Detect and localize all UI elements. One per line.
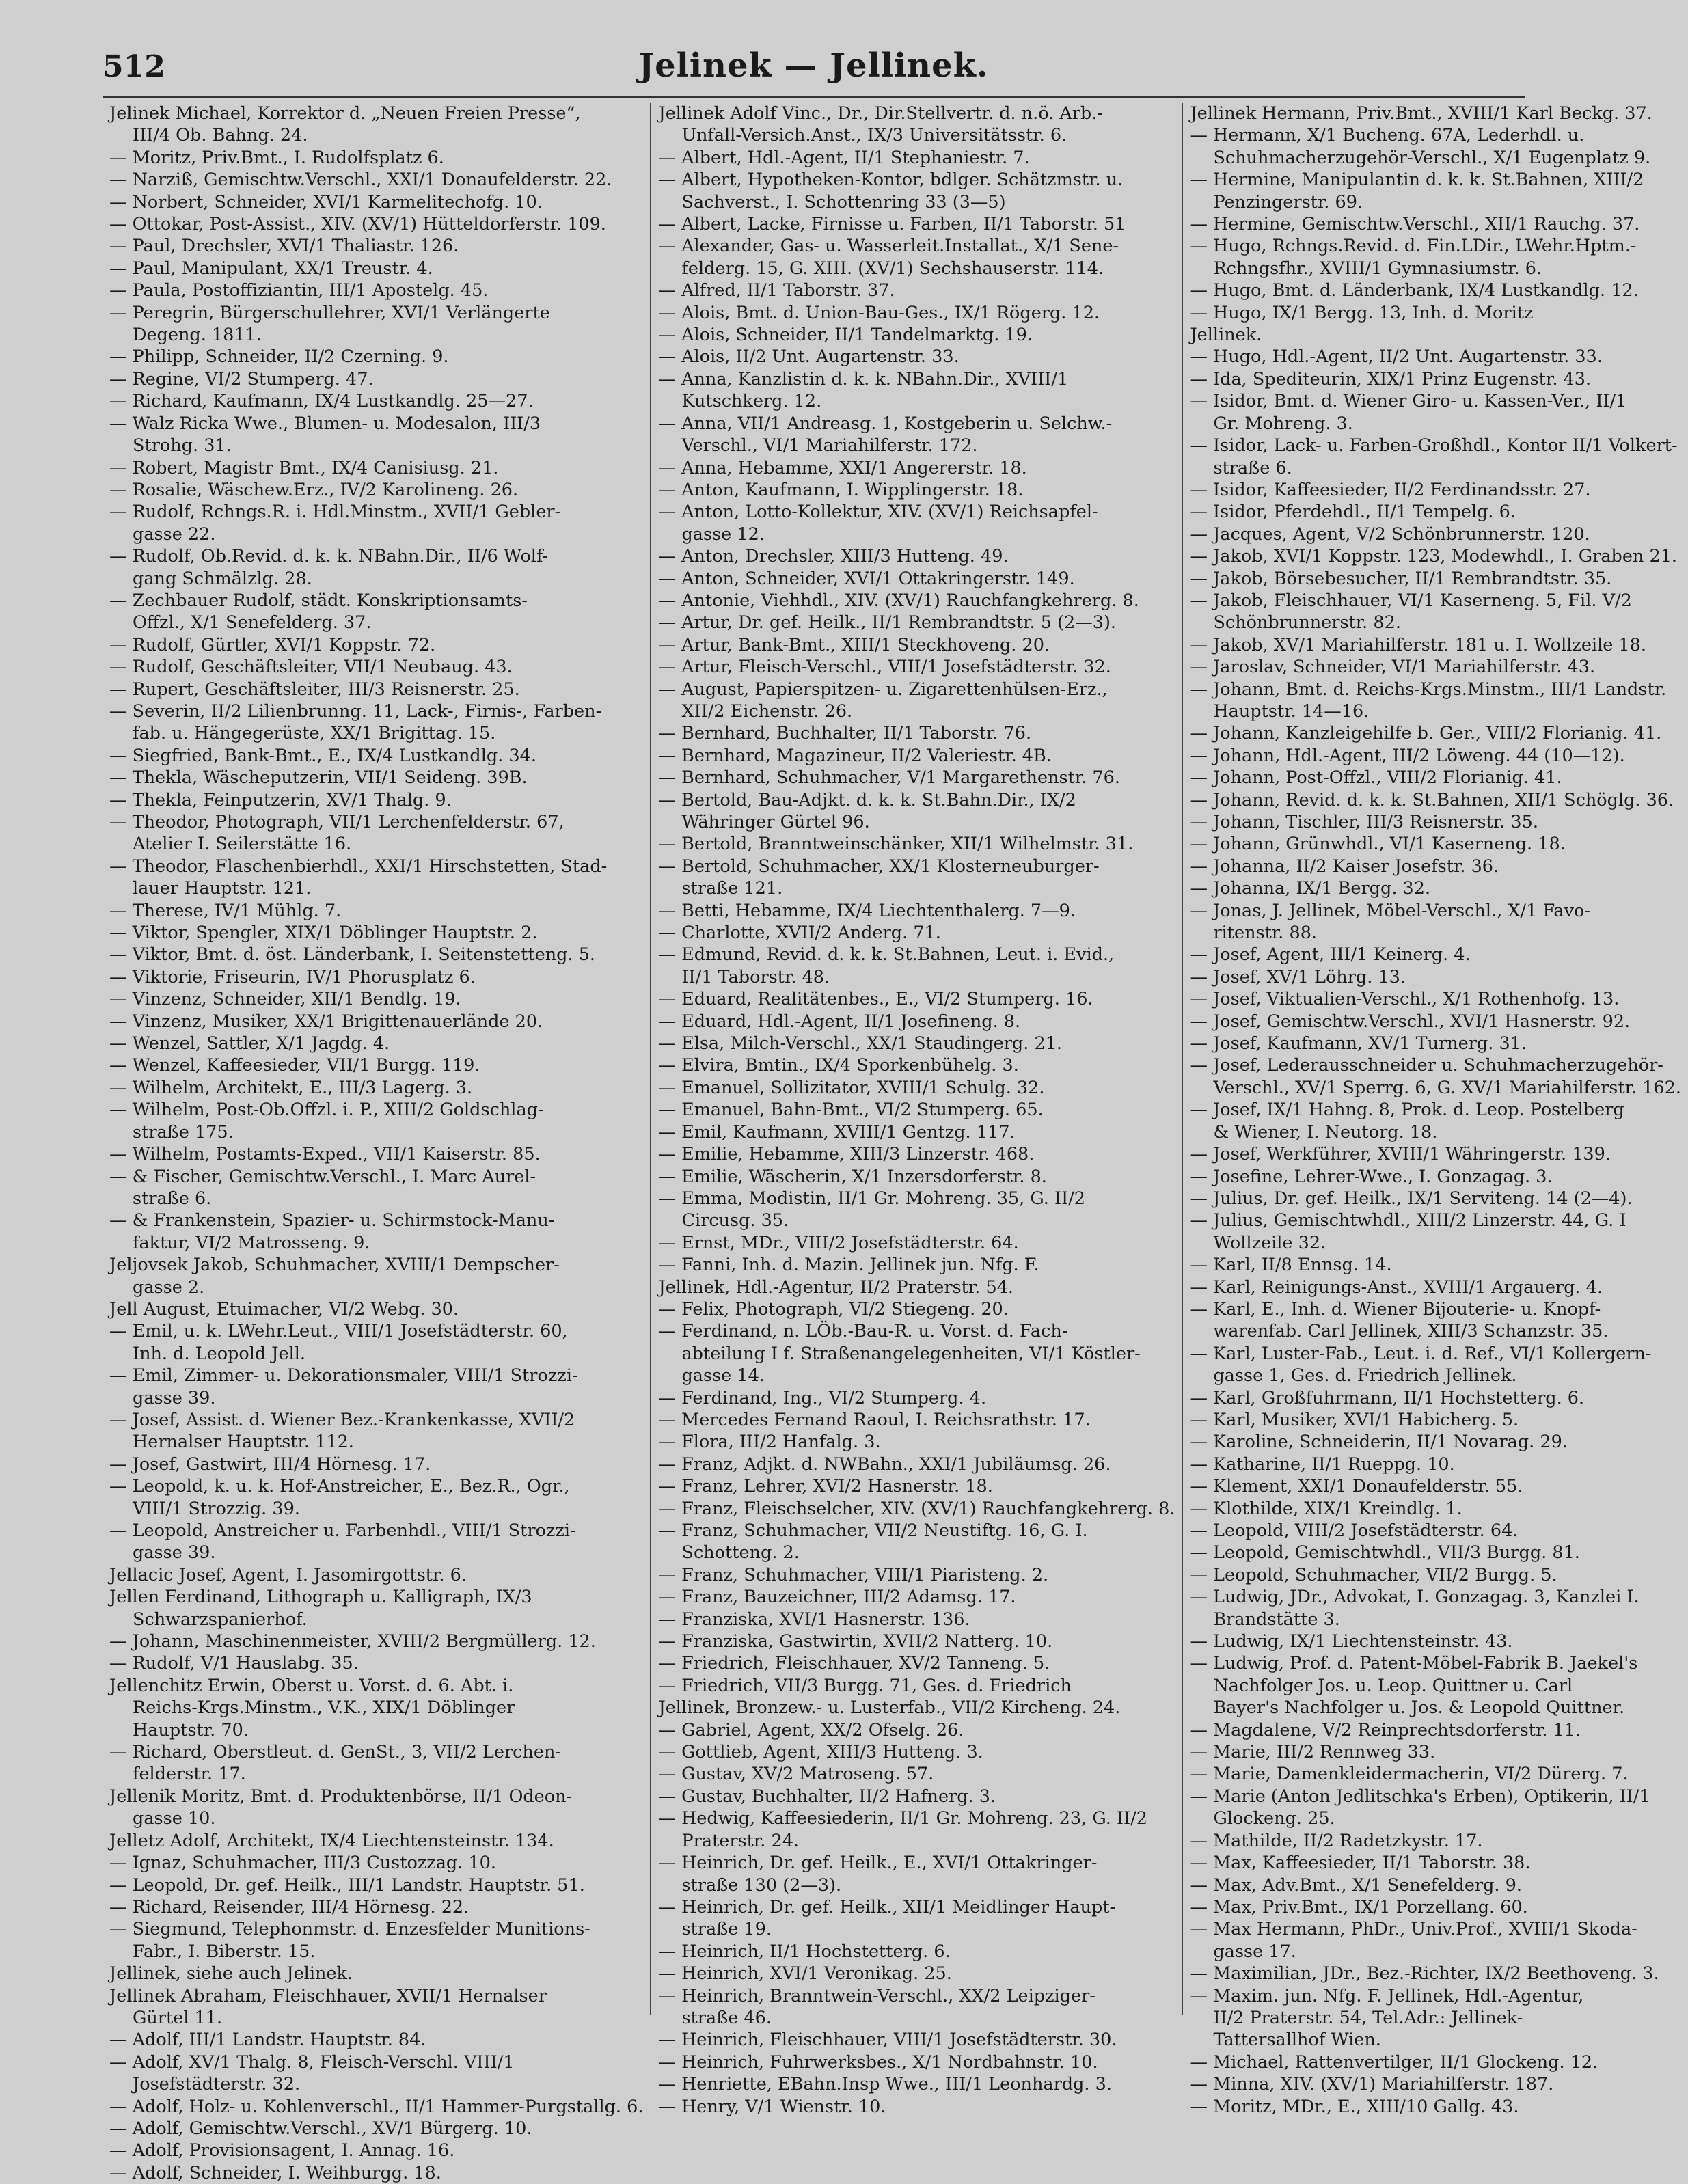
directory-entry-line: Jell August, Etuimacher, VI/2 Webg. 30.	[109, 1298, 459, 1320]
directory-entry-line: Fabr., I. Biberstr. 15.	[133, 1941, 316, 1962]
directory-entry-line: — Siegfried, Bank-Bmt., E., IX/4 Lustkandlg. 34.	[109, 745, 536, 766]
directory-entry-line: — Rupert, Geschäftsleiter, III/3 Reisnerstr. 25.	[109, 679, 520, 700]
directory-entry-line: Schuhmacherzugehör-Verschl., X/1 Eugenplatz 9.	[1213, 147, 1651, 168]
directory-entry-line: — Heinrich, XVI/1 Veronikag. 25.	[658, 1963, 952, 1984]
directory-entry-line: gasse 10.	[133, 1808, 216, 1829]
directory-entry-line: Hernalser Hauptstr. 112.	[133, 1432, 354, 1453]
directory-entry-line: Rchngsfhr., XVIII/1 Gymnasiumstr. 6.	[1213, 258, 1542, 279]
directory-entry-line: — Johann, Hdl.-Agent, III/2 Löweng. 44 (10—12).	[1190, 745, 1625, 766]
directory-entry-line: — Rudolf, V/1 Hauslabg. 35.	[109, 1653, 359, 1674]
directory-entry-line: — Viktorie, Friseurin, IV/1 Phorusplatz 6.	[109, 966, 476, 987]
directory-entry-line: Strohg. 31.	[133, 435, 232, 456]
directory-entry-line: — Leopold, Schuhmacher, VII/2 Burgg. 5.	[1190, 1564, 1557, 1585]
directory-entry-line: — Henry, V/1 Wienstr. 10.	[658, 2096, 886, 2117]
directory-entry-line: Reichs-Krgs.Minstm., V.K., XIX/1 Döblinger	[133, 1697, 515, 1719]
directory-entry-line: — Moritz, MDr., E., XIII/10 Gallg. 43.	[1190, 2096, 1519, 2117]
directory-entry-line: Tattersallhof Wien.	[1213, 2030, 1381, 2051]
directory-entry-line: — Jonas, J. Jellinek, Möbel-Verschl., X/1 Favo-	[1190, 900, 1590, 921]
directory-entry-line: — Heinrich, Fuhrwerksbes., X/1 Nordbahnstr. 10.	[658, 2051, 1098, 2073]
directory-entry-line: — Franz, Fleischselcher, XIV. (XV/1) Rauchfangkehrerg. 8.	[658, 1498, 1175, 1519]
page-header	[103, 46, 1525, 96]
directory-entry-line: — Philipp, Schneider, II/2 Czerning. 9.	[109, 346, 449, 368]
directory-entry-line: gasse 12.	[681, 523, 765, 545]
directory-entry-line: — Mathilde, II/2 Radetzkystr. 17.	[1190, 1830, 1483, 1851]
directory-entry-line: — Thekla, Wäscheputzerin, VII/1 Seideng. 39B.	[109, 767, 528, 789]
directory-entry-line: Kutschkerg. 12.	[681, 391, 822, 412]
directory-entry-line: — Leopold, Gemischtwhdl., VII/3 Burgg. 81.	[1190, 1542, 1580, 1564]
directory-entry-line: — Heinrich, Dr. gef. Heilk., XII/1 Meidlinger Haupt-	[658, 1896, 1116, 1917]
directory-entry-line: Circusg. 35.	[681, 1210, 789, 1231]
directory-entry-line: — Rosalie, Wäschew.Erz., IV/2 Karolineng. 26.	[109, 479, 519, 500]
directory-entry-line: Jelletz Adolf, Architekt, IX/4 Liechtensteinstr. 134.	[109, 1830, 554, 1851]
directory-entry-line: — Artur, Bank-Bmt., XIII/1 Steckhoveng. 20.	[658, 634, 1050, 655]
directory-entry-line: — Alois, Bmt. d. Union-Bau-Ges., IX/1 Rögerg. 12.	[658, 302, 1100, 323]
directory-entry-line: Nachfolger Jos. u. Leop. Quittner u. Carl	[1213, 1675, 1573, 1696]
directory-entry-line: — Karoline, Schneiderin, II/1 Novarag. 29.	[1190, 1432, 1568, 1453]
directory-entry-line: — Adolf, III/1 Landstr. Hauptstr. 84.	[109, 2030, 426, 2051]
directory-entry-line: — Josef, Lederausschneider u. Schuhmacherzugehör-	[1190, 1055, 1663, 1076]
directory-entry-line: — Adolf, Provisionsagent, I. Annag. 16.	[109, 2140, 455, 2161]
directory-entry-line: — Heinrich, Dr. gef. Heilk., E., XVI/1 Ottakringer-	[658, 1853, 1098, 1874]
directory-entry-line: — Johann, Revid. d. k. k. St.Bahnen, XII/1 Schöglg. 36.	[1190, 789, 1674, 810]
directory-entry-line: straße 6.	[1213, 457, 1292, 478]
directory-entry-line: Jellacic Josef, Agent, I. Jasomirgottstr. 6.	[109, 1564, 467, 1585]
directory-entry-line: — Emanuel, Bahn-Bmt., VI/2 Stumperg. 65.	[658, 1100, 1044, 1121]
directory-entry-line: — Klement, XXI/1 Donaufelderstr. 55.	[1190, 1476, 1523, 1497]
directory-entry-line: — Josef, Gemischtw.Verschl., XVI/1 Hasnerstr. 92.	[1190, 1011, 1631, 1032]
directory-entry-line: — Hugo, IX/1 Bergg. 13, Inh. d. Moritz	[1190, 302, 1534, 323]
directory-entry-line: Brandstätte 3.	[1213, 1609, 1340, 1630]
directory-entry-line: — Katharine, II/1 Rueppg. 10.	[1190, 1453, 1455, 1475]
directory-entry-line: — Bernhard, Magazineur, II/2 Valeriestr. 4B.	[658, 745, 1052, 766]
directory-entry-line: & Wiener, I. Neutorg. 18.	[1213, 1121, 1438, 1143]
directory-entry-line: — Franziska, Gastwirtin, XVII/2 Natterg. 10.	[658, 1631, 1053, 1652]
directory-entry-line: Gürtel 11.	[133, 2007, 223, 2028]
directory-entry-line: straße 6.	[133, 1188, 212, 1209]
directory-entry-line: — Jakob, XV/1 Mariahilferstr. 181 u. I. Wollzeile 18.	[1190, 634, 1646, 655]
directory-entry-line: Sachverst., I. Schottenring 33 (3—5)	[681, 191, 1006, 213]
directory-entry-line: — Michael, Rattenvertilger, II/1 Glockeng. 12.	[1190, 2051, 1598, 2073]
directory-entry-line: — Elsa, Milch-Verschl., XX/1 Staudingerg. 21.	[658, 1033, 1063, 1054]
directory-entry-line: — Jakob, Börsebesucher, II/1 Rembrandtstr. 35.	[1190, 568, 1612, 589]
directory-entry-line: — Leopold, Anstreicher u. Farbenhdl., VIII/1 Strozzi-	[109, 1520, 576, 1541]
directory-entry-line: — Jakob, XVI/1 Koppstr. 123, Modewhdl., I. Graben 21.	[1190, 546, 1678, 567]
directory-entry-line: Wollzeile 32.	[1213, 1232, 1326, 1253]
directory-entry-line: — Henriette, EBahn.Insp Wwe., III/1 Leonhardg. 3.	[658, 2074, 1112, 2095]
directory-entry-line: — Alexander, Gas- u. Wasserleit.Installat., X/1 Sene-	[658, 236, 1119, 257]
directory-entry-line: Jellenik Moritz, Bmt. d. Produktenbörse, II/1 Odeon-	[109, 1786, 573, 1807]
directory-entry-line: — Heinrich, Fleischhauer, VIII/1 Josefstädterstr. 30.	[658, 2030, 1117, 2051]
directory-entry-line: — Adolf, Gemischtw.Verschl., XV/1 Bürgerg. 10.	[109, 2118, 532, 2139]
directory-entry-line: Hauptstr. 14—16.	[1213, 700, 1370, 722]
directory-entry-line: — Josef, XV/1 Löhrg. 13.	[1190, 966, 1406, 987]
directory-entry-line: — Johann, Maschinenmeister, XVIII/2 Bergmüllerg. 12.	[109, 1631, 596, 1652]
directory-entry-line: — Emma, Modistin, II/1 Gr. Mohreng. 35, G. II/2	[658, 1188, 1085, 1209]
directory-entry-line: Gr. Mohreng. 3.	[1213, 413, 1353, 434]
directory-entry-line: Offzl., X/1 Senefelderg. 37.	[133, 612, 372, 633]
directory-entry-line: — Leopold, Dr. gef. Heilk., III/1 Landstr. Hauptstr. 51.	[109, 1874, 585, 1896]
directory-entry-line: gasse 14.	[681, 1365, 765, 1387]
directory-entry-line: — Eduard, Realitätenbes., E., VI/2 Stumperg. 16.	[658, 989, 1093, 1010]
directory-entry-line: — Robert, Magistr Bmt., IX/4 Canisiusg. 21.	[109, 457, 499, 478]
directory-entry-line: — Ludwig, Prof. d. Patent-Möbel-Fabrik B. Jaekel's	[1190, 1653, 1638, 1674]
directory-entry-line: — Isidor, Pferdehdl., II/1 Tempelg. 6.	[1190, 502, 1516, 523]
directory-entry-line: — Gustav, Buchhalter, II/2 Hafnerg. 3.	[658, 1786, 996, 1807]
directory-entry-line: gasse 22.	[133, 523, 216, 545]
directory-entry-line: — Max, Priv.Bmt., IX/1 Porzellang. 60.	[1190, 1896, 1528, 1917]
directory-entry-line: — Hugo, Rchngs.Revid. d. Fin.LDir., LWehr.Hptm.-	[1190, 236, 1637, 257]
directory-entry-line: Verschl., VI/1 Mariahilferstr. 172.	[681, 435, 978, 456]
directory-entry-line: — Franz, Adjkt. d. NWBahn., XXI/1 Jubiläumsg. 26.	[658, 1453, 1111, 1475]
directory-entry-line: — Johanna, IX/1 Bergg. 32.	[1190, 878, 1431, 899]
directory-entry-line: — Paul, Drechsler, XVI/1 Thaliastr. 126.	[109, 236, 459, 257]
directory-entry-line: — Ida, Spediteurin, XIX/1 Prinz Eugenstr. 43.	[1190, 368, 1592, 390]
directory-entry-line: — Fanni, Inh. d. Mazin. Jellinek jun. Nfg. F.	[658, 1255, 1039, 1276]
directory-entry-line: — Johann, Post-Offzl., VIII/2 Florianig. 41.	[1190, 767, 1562, 789]
directory-entry-line: — Ernst, MDr., VIII/2 Josefstädterstr. 64.	[658, 1232, 1019, 1253]
directory-entry-line: — Leopold, VIII/2 Josefstädterstr. 64.	[1190, 1520, 1519, 1541]
directory-entry-line: — Emil, u. k. LWehr.Leut., VIII/1 Josefstädterstr. 60,	[109, 1321, 568, 1342]
directory-entry-line: — Karl, Musiker, XVI/1 Habicherg. 5.	[1190, 1409, 1519, 1430]
directory-entry-line: — & Frankenstein, Spazier- u. Schirmstock-Manu-	[109, 1210, 555, 1231]
header-rule	[103, 96, 1525, 98]
directory-entry-line: — Marie, Damenkleidermacherin, VI/2 Dürerg. 7.	[1190, 1764, 1629, 1785]
directory-entry-line: — Jacques, Agent, V/2 Schönbrunnerstr. 120.	[1190, 523, 1590, 545]
directory-entry-line: — Josef, Viktualien-Verschl., X/1 Rothenhofg. 13.	[1190, 989, 1620, 1010]
directory-entry-line: — Max, Kaffeesieder, II/1 Taborstr. 38.	[1190, 1853, 1531, 1874]
directory-entry-line: — Josef, Assist. d. Wiener Bez.-Krankenkasse, XVII/2	[109, 1409, 575, 1430]
directory-entry-line: — Vinzenz, Musiker, XX/1 Brigittenauerlände 20.	[109, 1011, 543, 1032]
directory-entry-line: Jellinek, Hdl.-Agentur, II/2 Praterstr. 54.	[658, 1277, 1014, 1298]
directory-entry-line: straße 121.	[681, 878, 783, 899]
directory-entry-line: straße 175.	[133, 1121, 234, 1143]
directory-entry-line: warenfab. Carl Jellinek, XIII/3 Schanzstr. 35.	[1213, 1321, 1609, 1342]
directory-entry-line: — Felix, Photograph, VI/2 Stiegeng. 20.	[658, 1298, 1009, 1320]
directory-entry-line: — Wilhelm, Postamts-Exped., VII/1 Kaiserstr. 85.	[109, 1144, 541, 1165]
directory-entry-line: — Siegmund, Telephonmstr. d. Enzesfelder Munitions-	[109, 1919, 590, 1940]
column-2	[651, 103, 1183, 2117]
directory-entry-line: Degeng. 1811.	[133, 325, 262, 346]
directory-entry-line: — Severin, II/2 Lilienbrunng. 11, Lack-, Firnis-, Farben-	[109, 700, 602, 722]
directory-entry-line: — Franz, Bauzeichner, III/2 Adamsg. 17.	[658, 1587, 1016, 1608]
directory-entry-line: — Bertold, Schuhmacher, XX/1 Klosterneuburger-	[658, 856, 1100, 877]
directory-entry-line: Atelier I. Seilerstätte 16.	[133, 834, 352, 855]
directory-entry-line: — Marie, III/2 Rennweg 33.	[1190, 1742, 1436, 1763]
directory-entry-line: abteilung I f. Straßenangelegenheiten, VI/1 Köstler-	[681, 1343, 1141, 1364]
directory-entry-line: fab. u. Hängegerüste, XX/1 Brigittag. 15.	[133, 723, 496, 744]
directory-entry-line: — Emilie, Hebamme, XIII/3 Linzerstr. 468.	[658, 1144, 1035, 1165]
directory-entry-line: — Moritz, Priv.Bmt., I. Rudolfsplatz 6.	[109, 147, 444, 168]
directory-entry-line: — Elvira, Bmtin., IX/4 Sporkenbühelg. 3.	[658, 1055, 1019, 1076]
directory-entry-line: — & Fischer, Gemischtw.Verschl., I. Marc Aurel-	[109, 1166, 536, 1187]
directory-entry-line: — Josef, IX/1 Hahng. 8, Prok. d. Leop. Postelberg	[1190, 1100, 1624, 1121]
directory-entry-line: — Albert, Hdl.-Agent, II/1 Stephaniestr. 7.	[658, 147, 1030, 168]
directory-entry-line: — Albert, Hypotheken-Kontor, bdlger. Schätzmstr. u.	[658, 169, 1124, 191]
directory-entry-line: — Rudolf, Geschäftsleiter, VII/1 Neubaug. 43.	[109, 657, 513, 678]
directory-entry-line: faktur, VI/2 Matrosseng. 9.	[133, 1232, 370, 1253]
directory-entry-line: — Flora, III/2 Hanfalg. 3.	[658, 1432, 881, 1453]
directory-entry-line: Jellinek Adolf Vinc., Dr., Dir.Stellvertr. d. n.ö. Arb.-	[658, 103, 1103, 124]
directory-entry-line: — Franz, Schuhmacher, VII/2 Neustiftg. 16, G. I.	[658, 1520, 1088, 1541]
running-head: Jelinek — Jellinek.	[638, 46, 989, 85]
directory-entry-line: — Karl, Großfuhrmann, II/1 Hochstetterg. 6.	[1190, 1387, 1585, 1408]
directory-entry-line: — Anna, Kanzlistin d. k. k. NBahn.Dir., XVIII/1	[658, 368, 1069, 390]
directory-entry-line: — Ferdinand, Ing., VI/2 Stumperg. 4.	[658, 1387, 987, 1408]
directory-entry-line: — Marie (Anton Jedlitschka's Erben), Optikerin, II/1	[1190, 1786, 1650, 1807]
directory-entry-line: — Peregrin, Bürgerschullehrer, XVI/1 Verlängerte	[109, 302, 550, 323]
directory-entry-line: VIII/1 Strozzig. 39.	[133, 1498, 300, 1519]
directory-entry-line: straße 19.	[681, 1919, 772, 1940]
directory-entry-line: gasse 17.	[1213, 1941, 1296, 1962]
directory-entry-line: gasse 2.	[133, 1277, 205, 1298]
directory-entry-line: — Viktor, Spengler, XIX/1 Döblinger Hauptstr. 2.	[109, 923, 538, 944]
directory-entry-line: — Josef, Werkführer, XVIII/1 Währingerstr. 139.	[1190, 1144, 1611, 1165]
directory-entry-line: Schönbrunnerstr. 82.	[1213, 612, 1401, 633]
directory-entry-line: straße 46.	[681, 2007, 772, 2028]
directory-entry-line: — Alois, Schneider, II/1 Tandelmarktg. 19.	[658, 325, 1033, 346]
directory-entry-line: — Alfred, II/1 Taborstr. 37.	[658, 280, 895, 301]
directory-entry-line: — Bertold, Branntweinschänker, XII/1 Wilhelmstr. 31.	[658, 834, 1134, 855]
directory-entry-line: — Walz Ricka Wwe., Blumen- u. Modesalon, III/3	[109, 413, 541, 434]
directory-entry-line: — Karl, E., Inh. d. Wiener Bijouterie- u. Knopf-	[1190, 1298, 1601, 1320]
directory-entry-line: — Vinzenz, Schneider, XII/1 Bendlg. 19.	[109, 989, 461, 1010]
directory-entry-line: — Emil, Kaufmann, XVIII/1 Gentzg. 117.	[658, 1121, 1016, 1143]
directory-entry-line: — Richard, Kaufmann, IX/4 Lustkandlg. 25—27.	[109, 391, 534, 412]
directory-entry-line: — Norbert, Schneider, XVI/1 Karmelitechofg. 10.	[109, 191, 543, 213]
directory-entry-line: Verschl., XV/1 Sperrg. 6, G. XV/1 Mariahilferstr. 162.	[1213, 1077, 1681, 1098]
directory-entry-line: III/4 Ob. Bahng. 24.	[133, 125, 308, 146]
directory-entry-line: — Rudolf, Rchngs.R. i. Hdl.Minstm., XVII/1 Gebler-	[109, 502, 561, 523]
directory-entry-line: Penzingerstr. 69.	[1213, 191, 1363, 213]
directory-entry-line: gasse 39.	[133, 1542, 216, 1564]
directory-entry-line: — Emanuel, Sollizitator, XVIII/1 Schulg. 32.	[658, 1077, 1045, 1098]
directory-entry-line: — Gabriel, Agent, XX/2 Ofselg. 26.	[658, 1719, 964, 1741]
directory-entry-line: — Ludwig, JDr., Advokat, I. Gonzagag. 3, Kanzlei I.	[1190, 1587, 1639, 1608]
directory-entry-line: Jelinek Michael, Korrektor d. „Neuen Freien Presse“,	[109, 103, 581, 124]
directory-entry-line: — Gustav, XV/2 Matroseng. 57.	[658, 1764, 934, 1785]
directory-entry-line: — Anna, Hebamme, XXI/1 Angererstr. 18.	[658, 457, 1027, 478]
directory-entry-line: Josefstädterstr. 32.	[133, 2074, 301, 2095]
directory-entry-line: — Isidor, Lack- u. Farben-Großhdl., Kontor II/1 Volkert-	[1190, 435, 1678, 456]
directory-entry-line: — Bernhard, Buchhalter, II/1 Taborstr. 76.	[658, 723, 1032, 744]
directory-entry-line: — Wilhelm, Architekt, E., III/3 Lagerg. 3.	[109, 1077, 473, 1098]
directory-entry-line: Glockeng. 25.	[1213, 1808, 1335, 1829]
page-number: 512	[103, 49, 165, 84]
directory-entry-line: — Anna, VII/1 Andreasg. 1, Kostgeberin u. Selchw.-	[658, 413, 1113, 434]
directory-entry-line: — Artur, Fleisch-Verschl., VIII/1 Josefstädterstr. 32.	[658, 657, 1111, 678]
directory-entry-line: — Regine, VI/2 Stumperg. 47.	[109, 368, 374, 390]
directory-entry-line: — Charlotte, XVII/2 Anderg. 71.	[658, 923, 941, 944]
directory-entry-line: — Adolf, Holz- u. Kohlenverschl., II/1 Hammer-Purgstallg. 6.	[109, 2096, 644, 2117]
directory-entry-line: — Maximilian, JDr., Bez.-Richter, IX/2 Beethoveng. 3.	[1190, 1963, 1659, 1984]
directory-entry-line: Schotteng. 2.	[681, 1542, 800, 1564]
directory-entry-line: — Ferdinand, n. LÖb.-Bau-R. u. Vorst. d. Fach-	[658, 1321, 1068, 1342]
directory-entry-line: XII/2 Eichenstr. 26.	[681, 700, 853, 722]
directory-entry-line: — Mercedes Fernand Raoul, I. Reichsrathstr. 17.	[658, 1409, 1091, 1430]
directory-entry-line: lauer Hauptstr. 121.	[133, 878, 312, 899]
directory-entry-line: — Franz, Lehrer, XVI/2 Hasnerstr. 18.	[658, 1476, 993, 1497]
directory-entry-line: — Rudolf, Gürtler, XVI/1 Koppstr. 72.	[109, 634, 436, 655]
directory-entry-line: Praterstr. 24.	[681, 1830, 800, 1851]
directory-entry-line: — Alois, II/2 Unt. Augartenstr. 33.	[658, 346, 959, 368]
directory-columns	[103, 103, 1681, 2183]
directory-entry-line: — Friedrich, Fleischhauer, XV/2 Tanneng. 5.	[658, 1653, 1050, 1674]
directory-entry-line: Bayer's Nachfolger u. Jos. & Leopold Quittner.	[1213, 1697, 1625, 1719]
directory-entry-line: Jellinek, Bronzew.- u. Lusterfab., VII/2 Kircheng. 24.	[658, 1697, 1121, 1719]
directory-entry-line: — Josef, Kaufmann, XV/1 Turnerg. 31.	[1190, 1033, 1527, 1054]
directory-entry-line: — Julius, Gemischtwhdl., XIII/2 Linzerstr. 44, G. I	[1190, 1210, 1626, 1231]
directory-entry-line: — Bernhard, Schuhmacher, V/1 Margarethenstr. 76.	[658, 767, 1120, 789]
directory-entry-line: — August, Papierspitzen- u. Zigarettenhülsen-Erz.,	[658, 679, 1108, 700]
directory-entry-line: Währinger Gürtel 96.	[681, 812, 870, 832]
directory-entry-line: II/1 Taborstr. 48.	[681, 966, 830, 987]
directory-entry-line: gasse 39.	[133, 1387, 216, 1408]
directory-entry-line: — Adolf, XV/1 Thalg. 8, Fleisch-Verschl. VIII/1	[109, 2051, 515, 2073]
directory-entry-line: — Maxim. jun. Nfg. F. Jellinek, Hdl.-Agentur,	[1190, 1985, 1584, 2006]
directory-entry-line: — Hugo, Bmt. d. Länderbank, IX/4 Lustkandlg. 12.	[1190, 280, 1639, 301]
directory-entry-line: — Heinrich, Branntwein-Verschl., XX/2 Leipziger-	[658, 1985, 1095, 2006]
directory-entry-line: straße 130 (2—3).	[681, 1874, 842, 1896]
directory-entry-line: — Wenzel, Sattler, X/1 Jagdg. 4.	[109, 1033, 390, 1054]
directory-entry-line: Jellinek Abraham, Fleischhauer, XVII/1 Hernalser	[109, 1985, 547, 2006]
directory-entry-line: II/2 Praterstr. 54, Tel.Adr.: Jellinek-	[1213, 2007, 1523, 2028]
directory-entry-line: — Paula, Postoffiziantin, III/1 Apostelg. 45.	[109, 280, 489, 301]
directory-entry-line: — Narziß, Gemischtw.Verschl., XXI/1 Donaufelderstr. 22.	[109, 169, 612, 191]
directory-entry-line: — Theodor, Photograph, VII/1 Lerchenfelderstr. 67,	[109, 812, 564, 832]
directory-entry-line: — Julius, Dr. gef. Heilk., IX/1 Serviteng. 14 (2—4).	[1190, 1188, 1633, 1209]
directory-entry-line: — Ottokar, Post-Assist., XIV. (XV/1) Hütteldorferstr. 109.	[109, 214, 606, 235]
directory-entry-line: Hauptstr. 70.	[133, 1719, 249, 1741]
directory-entry-line: Unfall-Versich.Anst., IX/3 Universitätsstr. 6.	[681, 125, 1067, 146]
directory-entry-line: — Friedrich, VII/3 Burgg. 71, Ges. d. Friedrich	[658, 1675, 1072, 1696]
directory-entry-line: — Emilie, Wäscherin, X/1 Inzersdorferstr. 8.	[658, 1166, 1047, 1187]
directory-entry-line: — Josef, Gastwirt, III/4 Hörnesg. 17.	[109, 1453, 431, 1475]
directory-entry-line: — Emil, Zimmer- u. Dekorationsmaler, VIII/1 Strozzi-	[109, 1365, 578, 1387]
directory-entry-line: — Eduard, Hdl.-Agent, II/1 Josefineng. 8.	[658, 1011, 1021, 1032]
directory-entry-line: — Richard, Reisender, III/4 Hörnesg. 22.	[109, 1896, 469, 1917]
directory-entry-line: Jellinek, siehe auch Jelinek.	[109, 1963, 353, 1984]
directory-entry-line: — Anton, Lotto-Kollektur, XIV. (XV/1) Reichsapfel-	[658, 502, 1098, 523]
directory-entry-line: — Johann, Bmt. d. Reichs-Krgs.Minstm., III/1 Landstr.	[1190, 679, 1667, 700]
directory-entry-line: — Anton, Kaufmann, I. Wipplingerstr. 18.	[658, 479, 1024, 500]
directory-entry-line: — Antonie, Viehhdl., XIV. (XV/1) Rauchfangkehrerg. 8.	[658, 590, 1139, 611]
directory-entry-line: — Richard, Oberstleut. d. GenSt., 3, VII/2 Lerchen-	[109, 1742, 561, 1763]
directory-entry-line: Jellenchitz Erwin, Oberst u. Vorst. d. 6. Abt. i.	[109, 1675, 514, 1696]
directory-entry-line: — Josef, Agent, III/1 Keinerg. 4.	[1190, 944, 1471, 966]
directory-entry-line: — Jakob, Fleischhauer, VI/1 Kaserneng. 5, Fil. V/2	[1190, 590, 1632, 611]
directory-entry-line: — Isidor, Kaffeesieder, II/2 Ferdinandsstr. 27.	[1190, 479, 1591, 500]
directory-entry-line: — Betti, Hebamme, IX/4 Liechtenthalerg. 7—9.	[658, 900, 1076, 921]
directory-entry-line: — Hermann, X/1 Bucheng. 67A, Lederhdl. u.	[1190, 125, 1585, 146]
directory-entry-line: — Hermine, Gemischtw.Verschl., XII/1 Rauchg. 37.	[1190, 214, 1640, 235]
directory-entry-line: — Zechbauer Rudolf, städt. Konskriptionsamts-	[109, 590, 528, 611]
directory-entry-line: — Rudolf, Ob.Revid. d. k. k. NBahn.Dir., II/6 Wolf-	[109, 546, 549, 567]
directory-entry-line: felderstr. 17.	[133, 1764, 246, 1785]
column-3	[1183, 103, 1688, 2117]
directory-entry-line: — Minna, XIV. (XV/1) Mariahilferstr. 187.	[1190, 2074, 1554, 2095]
directory-entry-line: — Edmund, Revid. d. k. k. St.Bahnen, Leut. i. Evid.,	[658, 944, 1115, 966]
directory-entry-line: — Hugo, Hdl.-Agent, II/2 Unt. Augartenstr. 33.	[1190, 346, 1603, 368]
directory-entry-line: — Karl, Luster-Fab., Leut. i. d. Ref., VI/1 Kollergern-	[1190, 1343, 1652, 1364]
directory-entry-line: felderg. 15, G. XIII. (XV/1) Sechshauserstr. 114.	[681, 258, 1104, 279]
directory-entry-line: — Therese, IV/1 Mühlg. 7.	[109, 900, 342, 921]
directory-entry-line: — Isidor, Bmt. d. Wiener Giro- u. Kassen-Ver., II/1	[1190, 391, 1627, 412]
directory-entry-line: — Adolf, Schneider, I. Weihburgg. 18.	[109, 2162, 441, 2183]
directory-entry-line: — Thekla, Feinputzerin, XV/1 Thalg. 9.	[109, 789, 452, 810]
directory-entry-line: — Hermine, Manipulantin d. k. k. St.Bahnen, XIII/2	[1190, 169, 1644, 191]
directory-entry-line: — Wilhelm, Post-Ob.Offzl. i. P., XIII/2 Goldschlag-	[109, 1100, 544, 1121]
directory-entry-line: — Anton, Schneider, XVI/1 Ottakringerstr. 149.	[658, 568, 1075, 589]
directory-entry-line: Jeljovsek Jakob, Schuhmacher, XVIII/1 Dempscher-	[109, 1255, 560, 1276]
directory-entry-line: — Johann, Tischler, III/3 Reisnerstr. 35.	[1190, 812, 1538, 832]
directory-entry-line: — Hedwig, Kaffeesiederin, II/1 Gr. Mohreng. 23, G. II/2	[658, 1808, 1147, 1829]
directory-entry-line: — Ludwig, IX/1 Liechtensteinstr. 43.	[1190, 1631, 1513, 1652]
directory-entry-line: — Albert, Lacke, Firnisse u. Farben, II/1 Taborstr. 51	[658, 214, 1126, 235]
directory-entry-line: — Johann, Kanzleigehilfe b. Ger., VIII/2 Florianig. 41.	[1190, 723, 1662, 744]
directory-entry-line: — Theodor, Flaschenbierhdl., XXI/1 Hirschstetten, Stad-	[109, 856, 608, 877]
directory-entry-line: — Wenzel, Kaffeesieder, VII/1 Burgg. 119.	[109, 1055, 480, 1076]
directory-entry-line: — Klothilde, XIX/1 Kreindlg. 1.	[1190, 1498, 1462, 1519]
directory-entry-line: — Gottlieb, Agent, XIII/3 Hutteng. 3.	[658, 1742, 983, 1763]
directory-entry-line: — Franz, Schuhmacher, VIII/1 Piaristeng. 2.	[658, 1564, 1049, 1585]
directory-entry-line: — Ignaz, Schuhmacher, III/3 Custozzag. 10.	[109, 1853, 496, 1874]
directory-entry-line: — Johann, Grünwhdl., VI/1 Kaserneng. 18.	[1190, 834, 1566, 855]
directory-entry-line: — Bertold, Bau-Adjkt. d. k. k. St.Bahn.Dir., IX/2	[658, 789, 1076, 810]
directory-entry-line: Jellinek.	[1190, 325, 1262, 346]
directory-entry-line: — Johanna, II/2 Kaiser Josefstr. 36.	[1190, 856, 1499, 877]
directory-entry-line: Schwarzspanierhof.	[133, 1609, 308, 1630]
directory-entry-line: Jellinek Hermann, Priv.Bmt., XVIII/1 Karl Beckg. 37.	[1190, 103, 1652, 124]
directory-entry-line: — Karl, II/8 Ennsg. 14.	[1190, 1255, 1392, 1276]
directory-entry-line: gasse 1, Ges. d. Friedrich Jellinek.	[1213, 1365, 1517, 1387]
directory-entry-line: — Anton, Drechsler, XIII/3 Hutteng. 49.	[658, 546, 1009, 567]
directory-entry-line: — Karl, Reinigungs-Anst., XVIII/1 Argauerg. 4.	[1190, 1277, 1603, 1298]
directory-entry-line: — Artur, Dr. gef. Heilk., II/1 Rembrandtstr. 5 (2—3).	[658, 612, 1117, 633]
column-1	[103, 103, 651, 2183]
directory-entry-line: — Viktor, Bmt. d. öst. Länderbank, I. Seitenstetteng. 5.	[109, 944, 596, 966]
directory-entry-line: — Leopold, k. u. k. Hof-Anstreicher, E., Bez.R., Ogr.,	[109, 1476, 570, 1497]
directory-entry-line: — Paul, Manipulant, XX/1 Treustr. 4.	[109, 258, 433, 279]
directory-entry-line: Inh. d. Leopold Jell.	[133, 1343, 306, 1364]
directory-entry-line: — Magdalene, V/2 Reinprechtsdorferstr. 11.	[1190, 1719, 1581, 1741]
directory-entry-line: — Josefine, Lehrer-Wwe., I. Gonzagag. 3.	[1190, 1166, 1553, 1187]
directory-entry-line: ritenstr. 88.	[1213, 923, 1318, 944]
directory-entry-line: — Heinrich, II/1 Hochstetterg. 6.	[658, 1941, 951, 1962]
directory-entry-line: gang Schmälzlg. 28.	[133, 568, 312, 589]
directory-entry-line: — Max, Adv.Bmt., X/1 Senefelderg. 9.	[1190, 1874, 1522, 1896]
directory-entry-line: — Franziska, XVI/1 Hasnerstr. 136.	[658, 1609, 970, 1630]
directory-entry-line: — Max Hermann, PhDr., Univ.Prof., XVIII/1 Skoda-	[1190, 1919, 1637, 1940]
directory-entry-line: — Jaroslav, Schneider, VI/1 Mariahilferstr. 43.	[1190, 657, 1596, 678]
directory-entry-line: Jellen Ferdinand, Lithograph u. Kalligraph, IX/3	[109, 1587, 532, 1608]
